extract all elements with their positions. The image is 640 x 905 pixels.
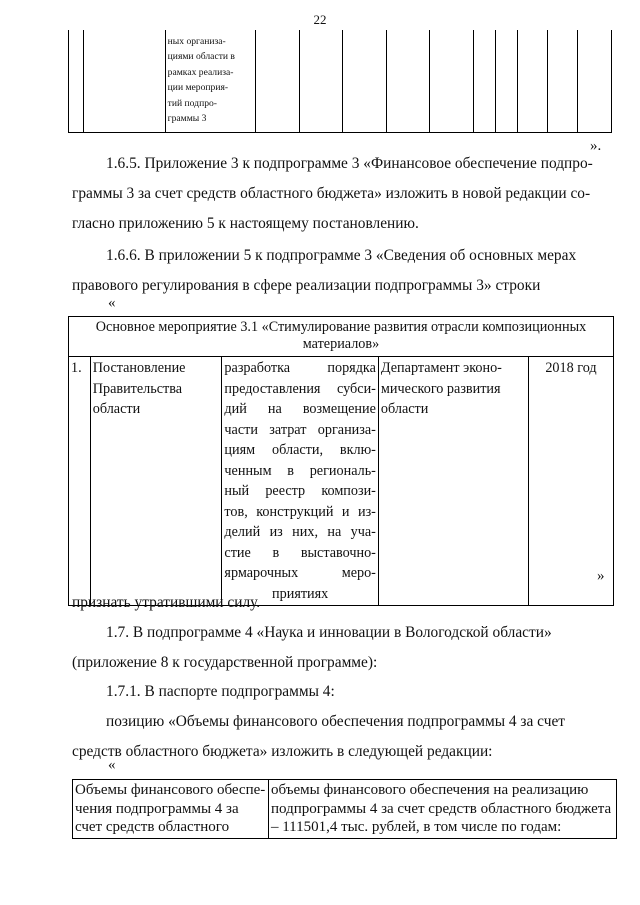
closing-quote: ». (590, 138, 602, 154)
paragraph-position (72, 707, 612, 767)
cell-line: приятиях (272, 585, 329, 602)
previous-table-fragment (68, 30, 612, 133)
cell-line: ции мероприя- (167, 82, 229, 94)
table-cell (69, 30, 84, 133)
cell-line: циям области, вклю- (224, 442, 376, 458)
cell-line: граммы 3 (167, 113, 207, 125)
text-line: признать утратившими силу. (72, 594, 261, 611)
table-cell (430, 30, 474, 133)
opening-quote: « (108, 757, 116, 773)
cell-line: – 111501,4 тыс. рублей, в том числе по годам: (270, 819, 562, 835)
cell-line: циями области в (167, 51, 235, 63)
cell-line: объемы финансового обеспечения на реализацию (270, 782, 589, 798)
text-line: позицию «Объемы финансового обеспечения подпрограммы 4 за счет (106, 713, 566, 730)
table-cell-description (165, 30, 255, 133)
cell-line: области (380, 401, 429, 417)
text-line: 1.6.6. В приложении 5 к подпрограмме 3 «Сведения об основных мерах (106, 247, 577, 264)
table-cell (299, 30, 343, 133)
text-line: правового регулирования в сфере реализации подпрограммы 3» строки (72, 277, 541, 294)
cell-line: Постановление (92, 360, 186, 376)
cell-line: рамках реализа- (167, 66, 234, 78)
row-number: 1. (69, 357, 91, 606)
paragraph-1-7 (72, 618, 612, 678)
cell-line: ный реестр компози- (224, 483, 376, 499)
cell-line: Департамент эконо- (380, 360, 502, 376)
description-cell (222, 357, 378, 606)
table-cell (386, 30, 430, 133)
text-line: 1.7.1. В паспорте подпрограммы 4: (106, 683, 335, 700)
cell-line: дий на возмещение (224, 401, 376, 417)
year-cell: 2018 год (528, 357, 613, 606)
cell-line: части затрат организа- (224, 421, 376, 438)
text-line: (приложение 8 к государственной программе): (72, 654, 378, 671)
document-type-cell (90, 357, 222, 606)
paragraph-1-7-1 (72, 677, 612, 707)
paragraph-1-6-5 (72, 149, 612, 239)
cell-line: ярмарочных меро- (224, 565, 376, 581)
page-number: 22 (313, 12, 327, 27)
cell-line: разработка порядка (224, 360, 376, 376)
text-line: 1.6.5. Приложение 3 к подпрограмме 3 «Финансовое обеспечение подпро- (106, 155, 593, 172)
funding-table (72, 779, 617, 839)
cell-line: мического развития (380, 380, 501, 397)
cell-line: тий подпро- (167, 97, 217, 109)
executor-cell (378, 357, 528, 606)
text-line: гласно приложению 5 к настоящему постановлению. (72, 215, 419, 232)
cell-line: области (92, 401, 141, 417)
cell-line: делий из них, на уча- (224, 524, 376, 540)
text-line: 1.7. В подпрограмме 4 «Наука и инновации в Вологодской области» (106, 624, 552, 641)
table-cell (518, 30, 548, 133)
table-cell (343, 30, 387, 133)
cell-line: тов, конструкций и из- (224, 503, 376, 520)
cell-line: подпрограммы 4 за счет средств областного бюджета (270, 800, 612, 817)
cell-line: Объемы финансового обеспе- (75, 782, 266, 798)
cell-line: предоставления субси- (224, 380, 376, 397)
opening-quote: « (108, 295, 116, 311)
funding-value-cell (268, 780, 616, 839)
cell-line: счет средств областного (75, 819, 230, 835)
cell-line: чения подпрограммы 4 за (75, 800, 239, 817)
table-cell (473, 30, 495, 133)
table-cell (256, 30, 300, 133)
cell-line: ченным в региональ- (224, 462, 376, 479)
paragraph-1-6-6 (72, 241, 612, 301)
funding-label-cell (73, 780, 269, 839)
paragraph-recognize-invalid (72, 588, 612, 618)
cell-line: стие в выставочно- (224, 544, 376, 561)
table-header-main-activity: Основное мероприятие 3.1 «Стимулирование развития отрасли композиционных материалов» (69, 317, 614, 357)
closing-quote: » (597, 568, 605, 584)
measures-table (68, 316, 614, 606)
cell-line: ных организа- (167, 36, 226, 47)
table-cell (83, 30, 165, 133)
table-cell (578, 30, 612, 133)
table-cell (548, 30, 578, 133)
text-line: средств областного бюджета» изложить в следующей редакции: (72, 743, 493, 760)
text-line: граммы 3 за счет средств областного бюджета» изложить в новой редакции со- (72, 185, 591, 202)
table-cell (495, 30, 517, 133)
cell-line: Правительства (92, 380, 183, 397)
